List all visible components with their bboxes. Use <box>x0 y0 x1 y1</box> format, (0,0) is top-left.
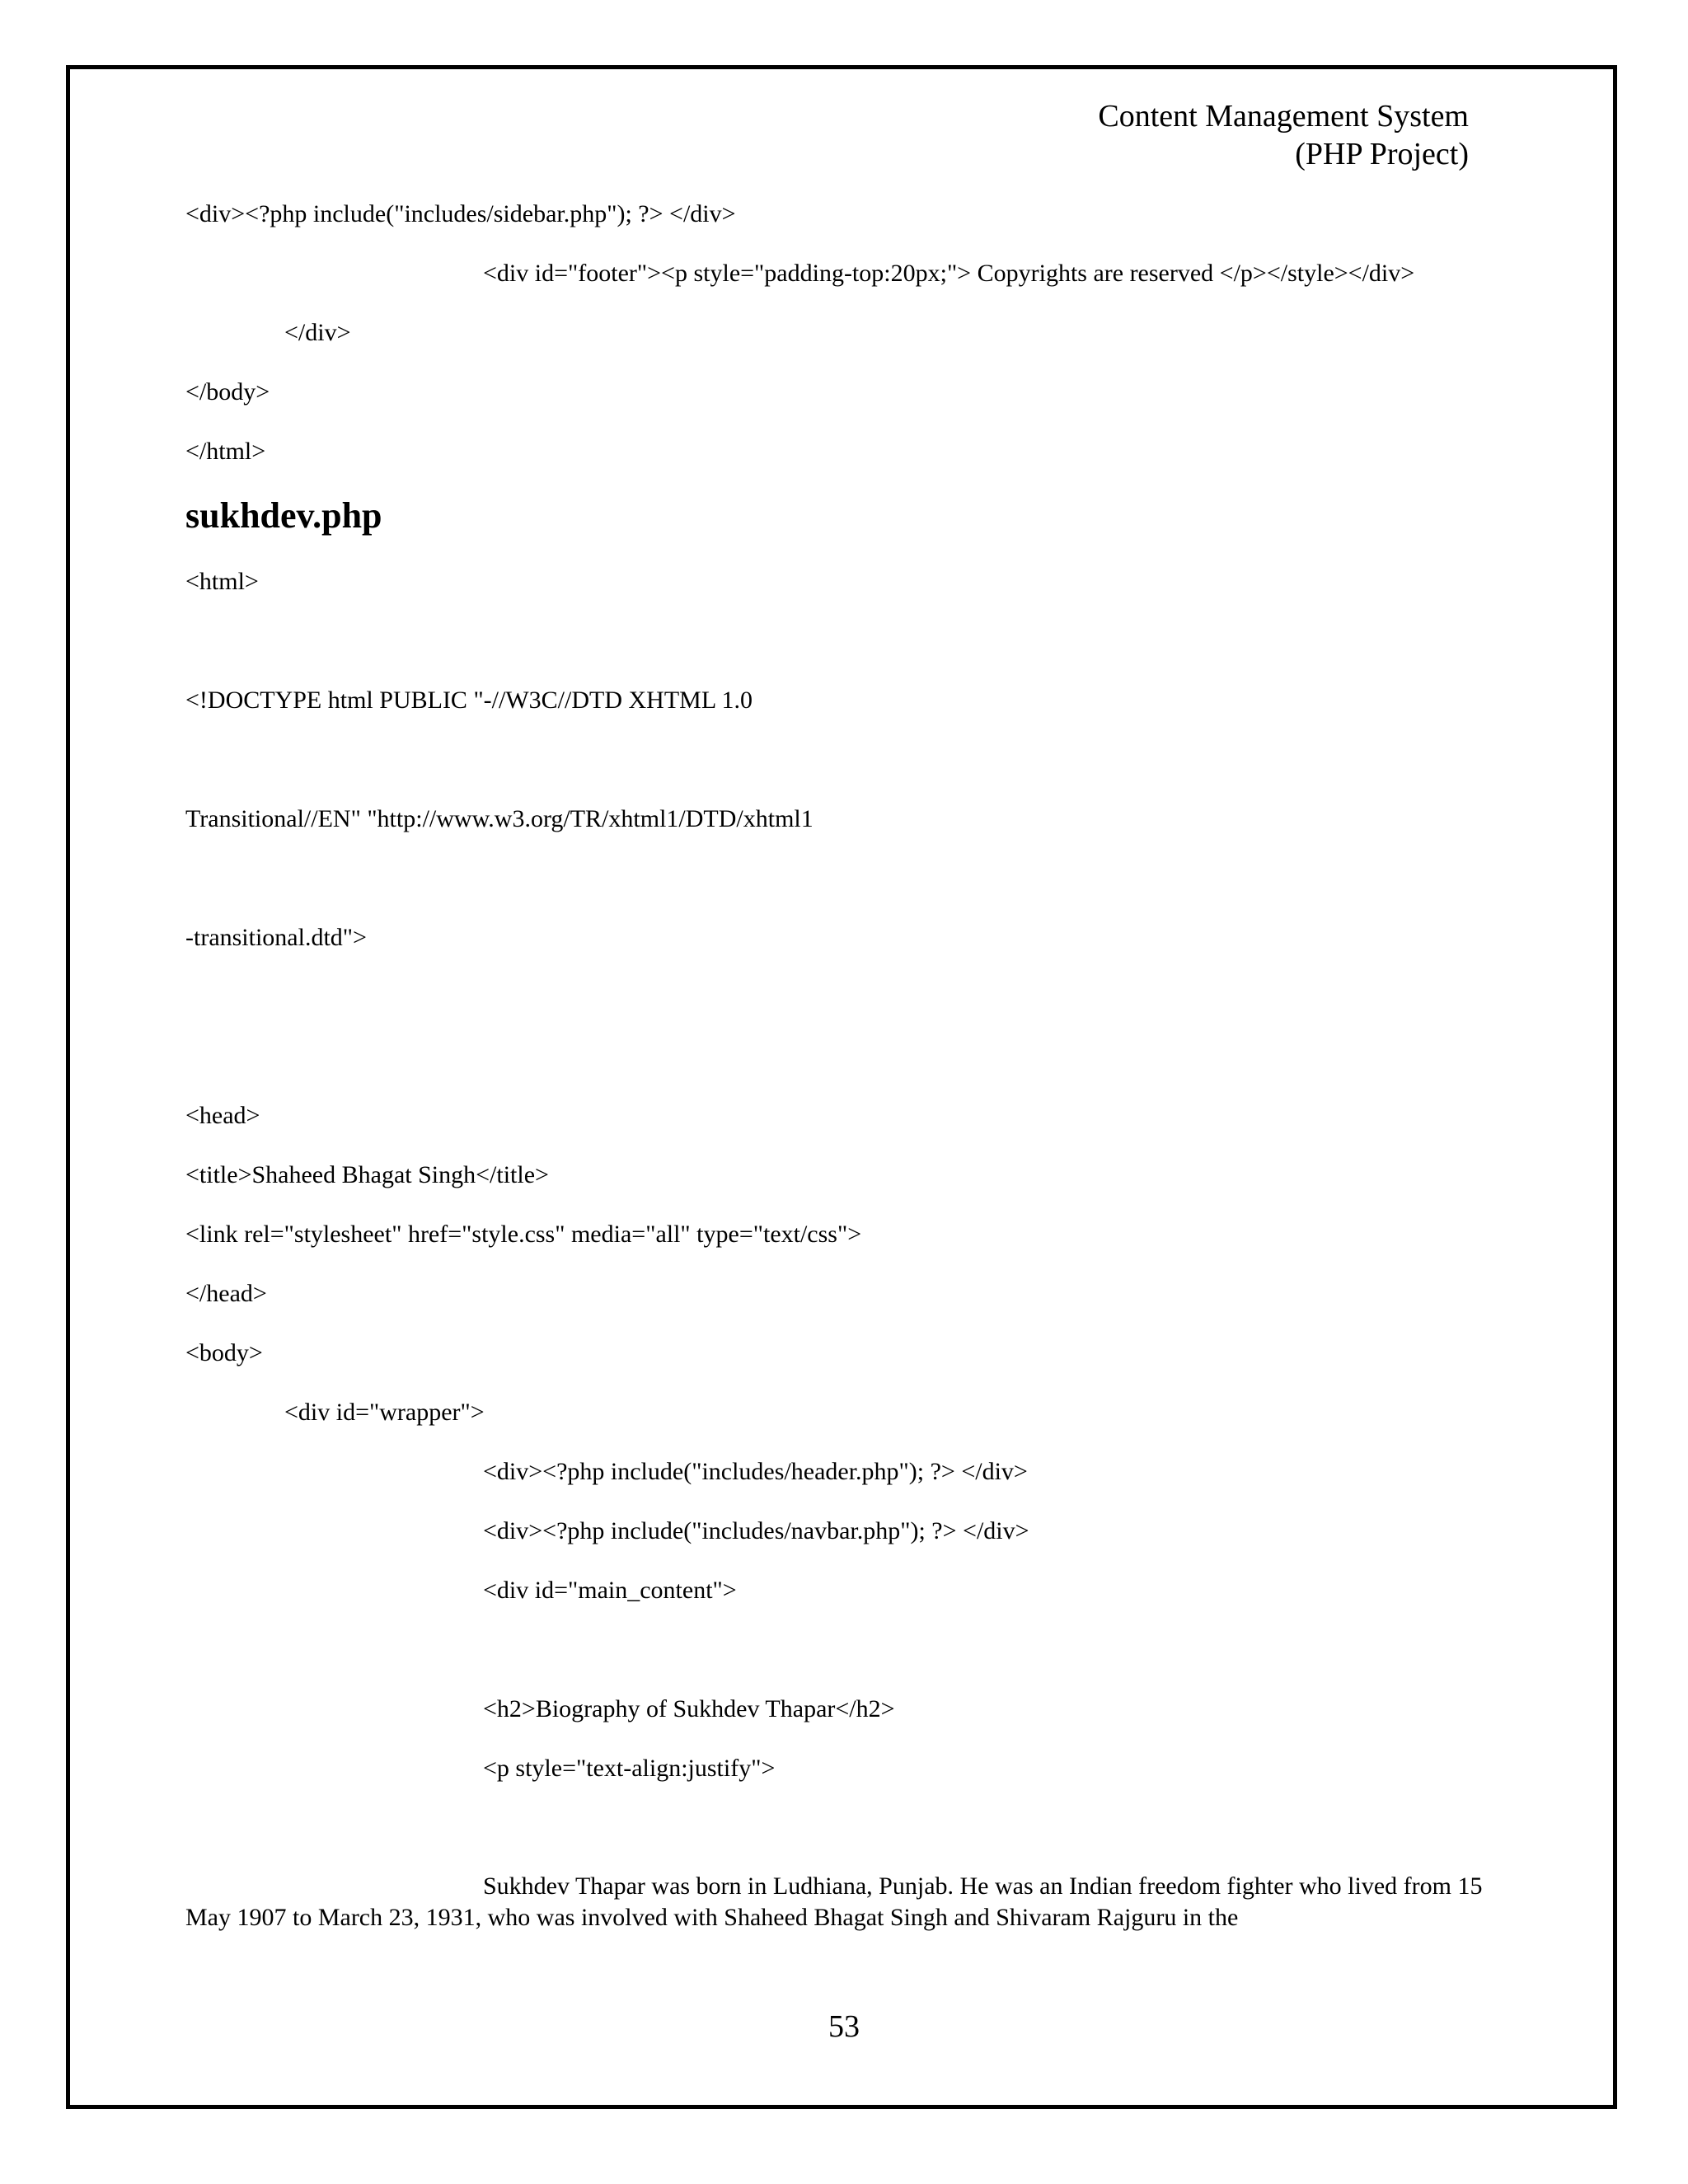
code-line: </div> <box>284 319 351 346</box>
code-line: <h2>Biography of Sukhdev Thapar</h2> <box>483 1695 895 1722</box>
code-line: <div id="main_content"> <box>483 1577 737 1604</box>
code-line: </head> <box>185 1280 267 1307</box>
code-line: <p style="text-align:justify"> <box>483 1755 776 1782</box>
code-line: <div><?php include("includes/header.php"); ?> </div> <box>483 1458 1028 1485</box>
code-line: </html> <box>185 438 266 465</box>
code-line: <!DOCTYPE html PUBLIC "-//W3C//DTD XHTML 1.0 <box>185 687 753 714</box>
page-header <box>1098 97 1469 173</box>
code-line: Transitional//EN" "http://www.w3.org/TR/xhtml1/DTD/xhtml1 <box>185 805 814 832</box>
code-line: <link rel="stylesheet" href="style.css" media="all" type="text/css"> <box>185 1221 862 1248</box>
section-heading: sukhdev.php <box>185 495 382 536</box>
code-line: <html> <box>185 568 259 595</box>
code-line: <body> <box>185 1339 263 1366</box>
code-line: <div><?php include("includes/sidebar.php"); ?> </div> <box>185 200 736 227</box>
code-line: <div id="wrapper"> <box>284 1399 485 1426</box>
code-line: <div><?php include("includes/navbar.php"); ?> </div> <box>483 1517 1029 1544</box>
header-title: Content Management System <box>1098 99 1469 134</box>
code-line: <title>Shaheed Bhagat Singh</title> <box>185 1161 549 1188</box>
code-line: -transitional.dtd"> <box>185 924 367 951</box>
page-border <box>66 65 1617 2109</box>
page-number: 53 <box>828 2009 860 2044</box>
code-line: <div id="footer"><p style="padding-top:20px;"> Copyrights are reserved </p></style></div> <box>483 260 1415 287</box>
code-line: </body> <box>185 378 270 405</box>
biography-paragraph: Sukhdev Thapar was born in Ludhiana, Punjab. He was an Indian freedom fighter who lived from 15 May 1907 to March 23, 1931, who was involved with Shaheed Bhagat Singh and Shivaram Rajguru in the <box>185 1872 1483 1931</box>
header-subtitle: (PHP Project) <box>1295 137 1469 171</box>
code-line: <head> <box>185 1102 260 1129</box>
